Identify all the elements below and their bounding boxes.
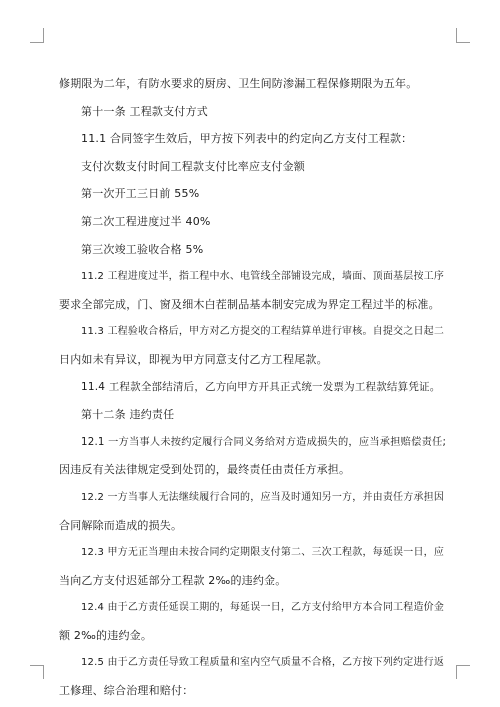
crop-mark-bottom-right-horizontal [456, 665, 470, 666]
paragraph-line: 12.4 由于乙方责任延误工期的，每延误一日，乙方支付给甲方本合同工程造价金 [81, 602, 445, 614]
crop-mark-bottom-right-vertical [456, 665, 457, 679]
paragraph-line: 11.2 工程进度过半，指工程中水、电管线全部铺设完成，墙面、顶面基层按工序 [81, 271, 445, 283]
paragraph-line: 合同解除而造成的损失。 [59, 518, 183, 532]
crop-mark-bottom-left-vertical [43, 665, 44, 679]
crop-mark-top-right-vertical [456, 28, 457, 42]
paragraph-line: 第一次开工三日前 55% [81, 187, 200, 201]
crop-mark-top-left-horizontal [30, 42, 44, 43]
paragraph-line: 11.3 工程验收合格后，甲方对乙方提交的工程结算单进行审核。自提交之日起二 [81, 326, 445, 338]
paragraph-line: 因违反有关法律规定受到处罚的，最终责任由责任方承担。 [59, 463, 351, 477]
paragraph-line: 额 2‰的违约金。 [59, 628, 153, 642]
paragraph-line: 12.1 一方当事人未按约定履行合同义务给对方造成损失的，应当承担赔偿责任; [81, 435, 447, 448]
paragraph-line: 第二次工程进度过半 40% [81, 214, 211, 228]
paragraph-line: 12.2 一方当事人无法继续履行合同的，应当及时通知另一方，并由责任方承担因 [81, 491, 445, 503]
paragraph-line: 工修理、综合治理和赔付： [59, 684, 194, 698]
paragraph-line: 当向乙方支付迟延部分工程款 2‰的违约金。 [59, 573, 287, 587]
paragraph-line: 第十一条 工程款支付方式 [81, 104, 208, 118]
paragraph-line: 12.5 由于乙方责任导致工程质量和室内空气质量不合格，乙方按下列约定进行返 [81, 657, 445, 669]
crop-mark-top-left-vertical [43, 28, 44, 42]
paragraph-line: 第三次竣工验收合格 5% [81, 242, 204, 256]
crop-mark-bottom-left-horizontal [30, 665, 44, 666]
paragraph-line: 11.4 工程款全部结清后，乙方向甲方开具正式统一发票为工程款结算凭证。 [81, 380, 441, 393]
paragraph-line: 12.3 甲方无正当理由未按合同约定期限支付第二、三次工程款，每延误一日，应 [81, 547, 445, 559]
paragraph-line: 修期限为二年，有防水要求的厨房、卫生间防渗漏工程保修期限为五年。 [59, 77, 418, 90]
paragraph-line: 11.1 合同签字生效后，甲方按下列表中的约定向乙方支付工程款： [81, 132, 413, 146]
paragraph-line: 要求全部完成，门、窗及细木白茬制品基本制安完成为界定工程过半的标准。 [59, 297, 440, 311]
paragraph-line: 日内如未有异议，即视为甲方同意支付乙方工程尾款。 [59, 352, 328, 366]
paragraph-line: 支付次数支付时间工程款支付比率应支付金额 [81, 159, 305, 173]
paragraph-line: 第十二条 违约责任 [81, 408, 175, 422]
document-body [59, 70, 445, 705]
crop-mark-top-right-horizontal [456, 42, 470, 43]
